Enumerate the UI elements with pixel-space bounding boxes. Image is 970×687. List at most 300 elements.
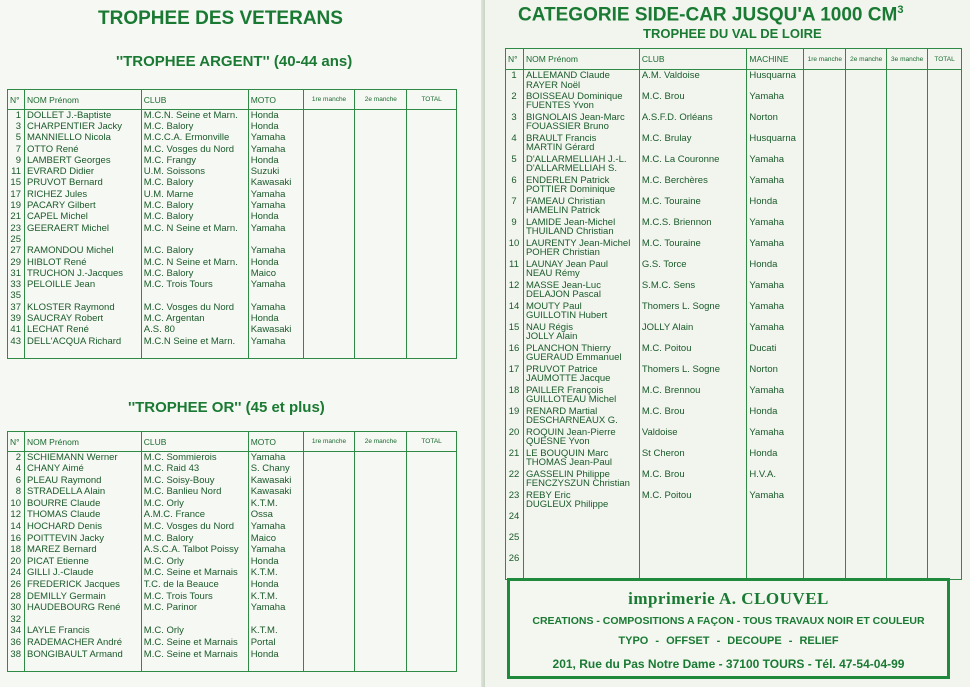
score-cell — [355, 166, 407, 177]
club-cell: M.C. Touraine — [639, 196, 747, 217]
moto-cell: Honda — [248, 579, 303, 591]
moto-cell: Yamaha — [248, 544, 303, 556]
score-cell — [303, 313, 355, 324]
passenger-name: DUGLEUX Philippe — [525, 499, 609, 510]
name-cell: KLOSTER Raymond — [24, 302, 141, 313]
score-cell — [303, 132, 355, 143]
machine-cell — [747, 511, 804, 532]
score-cell — [407, 234, 457, 245]
number-cell: 38 — [8, 649, 25, 661]
score-cell — [303, 649, 355, 661]
table-row — [8, 279, 457, 290]
table-row — [8, 567, 457, 579]
table-row — [506, 406, 962, 427]
moto-cell: Suzuki — [248, 166, 303, 177]
score-cell — [303, 486, 355, 498]
moto-cell: Yamaha — [248, 336, 303, 347]
score-cell — [846, 469, 887, 490]
club-cell: M.C.N Seine et Marn. — [141, 336, 248, 347]
driver-name: MASSE Jean-Luc — [525, 279, 601, 291]
score-cell — [804, 385, 846, 406]
crew-cell — [523, 70, 639, 91]
passenger-name: GUILLOTIN Hubert — [525, 310, 608, 321]
score-cell — [303, 602, 355, 614]
score-cell — [887, 175, 928, 196]
passenger-name: FUENTES Yvon — [525, 100, 594, 111]
table-row — [8, 486, 457, 498]
score-cell — [355, 155, 407, 166]
score-cell — [846, 343, 887, 364]
table-row — [8, 245, 457, 256]
score-cell — [303, 223, 355, 234]
score-cell — [846, 532, 887, 553]
score-cell — [303, 245, 355, 256]
score-cell — [407, 579, 457, 591]
number-cell: 30 — [8, 602, 25, 614]
club-cell: G.S. Torce — [639, 259, 747, 280]
crew-cell — [523, 154, 639, 175]
table-row — [8, 189, 457, 200]
club-cell: M.C. N Seine et Marn. — [141, 223, 248, 234]
score-cell — [928, 154, 962, 175]
score-cell — [804, 301, 846, 322]
club-cell: A.S. 80 — [141, 324, 248, 335]
club-cell: M.C. Touraine — [639, 238, 747, 259]
club-cell: M.C. Brou — [639, 469, 747, 490]
score-cell — [846, 238, 887, 259]
score-cell — [887, 217, 928, 238]
score-cell — [407, 121, 457, 132]
table-row — [506, 154, 962, 175]
driver-name: PLANCHON Thierry — [525, 342, 611, 354]
club-cell: M.C. Trois Tours — [141, 279, 248, 290]
score-cell — [887, 133, 928, 154]
moto-cell: Honda — [248, 313, 303, 324]
table-row — [8, 132, 457, 143]
driver-name: PAILLER François — [525, 384, 604, 396]
table-row — [506, 238, 962, 259]
table-row — [8, 110, 457, 122]
score-cell — [804, 490, 846, 511]
club-cell: M.C. Soisy-Bouy — [141, 475, 248, 487]
crew-cell — [523, 553, 639, 574]
score-cell — [846, 322, 887, 343]
score-cell — [407, 166, 457, 177]
name-cell: HOCHARD Denis — [24, 521, 141, 533]
score-cell — [887, 553, 928, 574]
number-cell: 18 — [506, 385, 524, 406]
score-cell — [804, 91, 846, 112]
score-cell — [407, 509, 457, 521]
name-cell: GILLI J.-Claude — [24, 567, 141, 579]
club-cell: M.C. Seine et Marnais — [141, 567, 248, 579]
table-row — [8, 452, 457, 464]
printer-advertisement — [507, 578, 950, 679]
number-cell: 12 — [8, 509, 25, 521]
passenger-name: JAUMOTTE Jacque — [525, 373, 611, 384]
score-cell — [846, 112, 887, 133]
number-cell: 17 — [8, 189, 25, 200]
column-header: 2e manche — [846, 49, 887, 70]
number-cell: 3 — [8, 121, 25, 132]
driver-name: FAMEAU Christian — [525, 195, 606, 207]
score-cell — [303, 591, 355, 603]
score-cell — [928, 406, 962, 427]
score-cell — [804, 406, 846, 427]
score-cell — [928, 133, 962, 154]
score-cell — [407, 556, 457, 568]
empty-row — [8, 347, 457, 358]
club-cell: M.C. Seine et Marnais — [141, 637, 248, 649]
club-cell: M.C. Balory — [141, 245, 248, 256]
moto-cell: Yamaha — [248, 521, 303, 533]
score-cell — [804, 238, 846, 259]
passenger-name: THOMAS Jean-Paul — [525, 457, 613, 468]
crew-cell — [523, 196, 639, 217]
number-cell: 28 — [8, 591, 25, 603]
moto-cell: K.T.M. — [248, 498, 303, 510]
score-cell — [303, 544, 355, 556]
table-row — [506, 259, 962, 280]
club-cell: S.M.C. Sens — [639, 280, 747, 301]
number-cell: 34 — [8, 625, 25, 637]
empty-cell — [8, 660, 25, 672]
crew-cell — [523, 406, 639, 427]
club-cell: M.C. Balory — [141, 200, 248, 211]
number-cell: 41 — [8, 324, 25, 335]
number-cell: 6 — [506, 175, 524, 196]
moto-cell: Portal — [248, 637, 303, 649]
name-cell: DELL'ACQUA Richard — [24, 336, 141, 347]
score-cell — [355, 336, 407, 347]
number-cell: 23 — [8, 223, 25, 234]
crew-cell — [523, 133, 639, 154]
table-row — [8, 649, 457, 661]
number-cell: 8 — [8, 486, 25, 498]
score-cell — [303, 189, 355, 200]
score-cell — [887, 343, 928, 364]
passenger-name: JOLLY Alain — [525, 331, 578, 342]
score-cell — [846, 490, 887, 511]
number-cell: 32 — [8, 614, 25, 626]
score-cell — [407, 302, 457, 313]
table-row — [506, 469, 962, 490]
score-cell — [355, 637, 407, 649]
moto-cell: Honda — [248, 649, 303, 661]
club-cell: M.C. Trois Tours — [141, 591, 248, 603]
table-row — [8, 177, 457, 188]
score-cell — [887, 427, 928, 448]
score-cell — [887, 238, 928, 259]
name-cell: RICHEZ Jules — [24, 189, 141, 200]
table-row — [8, 336, 457, 347]
column-header: CLUB — [639, 49, 747, 70]
club-cell: M.C. Vosges du Nord — [141, 302, 248, 313]
name-cell — [24, 234, 141, 245]
moto-cell: Kawasaki — [248, 475, 303, 487]
crew-cell — [523, 364, 639, 385]
score-cell — [303, 475, 355, 487]
club-cell: M.C. Brennou — [639, 385, 747, 406]
crew-cell — [523, 175, 639, 196]
number-cell: 20 — [506, 427, 524, 448]
score-cell — [928, 343, 962, 364]
table-row — [506, 448, 962, 469]
table-row — [506, 364, 962, 385]
score-cell — [887, 112, 928, 133]
score-cell — [303, 257, 355, 268]
club-cell: M.C. Balory — [141, 177, 248, 188]
table-row — [506, 280, 962, 301]
score-cell — [303, 166, 355, 177]
crew-cell — [523, 343, 639, 364]
crew-cell — [523, 490, 639, 511]
score-cell — [407, 521, 457, 533]
club-cell — [141, 234, 248, 245]
table-row — [8, 324, 457, 335]
number-cell: 2 — [506, 91, 524, 112]
name-cell: POITTEVIN Jacky — [24, 533, 141, 545]
driver-name: BOISSEAU Dominique — [525, 90, 623, 102]
score-cell — [887, 196, 928, 217]
column-header: NOM Prénom — [24, 432, 141, 452]
score-cell — [846, 448, 887, 469]
sidecar-table — [505, 48, 962, 580]
club-cell: St Cheron — [639, 448, 747, 469]
score-cell — [804, 175, 846, 196]
number-cell: 19 — [8, 200, 25, 211]
score-cell — [355, 556, 407, 568]
score-cell — [846, 511, 887, 532]
name-cell: CHARPENTIER Jacky — [24, 121, 141, 132]
machine-cell: Norton — [747, 364, 804, 385]
score-cell — [804, 448, 846, 469]
table-row — [8, 498, 457, 510]
club-cell: M.C. Brou — [639, 91, 747, 112]
machine-cell: Husquarna — [747, 133, 804, 154]
moto-cell: Honda — [248, 211, 303, 222]
score-cell — [804, 322, 846, 343]
machine-cell: Yamaha — [747, 385, 804, 406]
number-cell: 4 — [8, 463, 25, 475]
empty-cell — [303, 347, 355, 358]
or-table — [7, 431, 457, 672]
club-cell: A.M. Valdoise — [639, 70, 747, 91]
score-cell — [355, 475, 407, 487]
name-cell: EVRARD Didier — [24, 166, 141, 177]
sidecar-title: CATEGORIE SIDE-CAR JUSQU'A 1000 $CM^3$ — [518, 4, 904, 26]
number-cell: 39 — [8, 313, 25, 324]
machine-cell: Yamaha — [747, 175, 804, 196]
score-cell — [355, 279, 407, 290]
number-cell: 29 — [8, 257, 25, 268]
club-cell: T.C. de la Beauce — [141, 579, 248, 591]
moto-cell: Ossa — [248, 509, 303, 521]
name-cell: HIBLOT René — [24, 257, 141, 268]
score-cell — [407, 279, 457, 290]
club-cell: JOLLY Alain — [639, 322, 747, 343]
driver-name: D'ALLARMELLIAH J.-L. — [525, 153, 627, 165]
score-cell — [355, 602, 407, 614]
moto-cell: Yamaha — [248, 602, 303, 614]
table-row — [8, 544, 457, 556]
score-cell — [407, 290, 457, 301]
passenger-name: MARTIN Gérard — [525, 142, 595, 153]
score-cell — [407, 144, 457, 155]
score-cell — [303, 625, 355, 637]
score-cell — [846, 217, 887, 238]
crew-cell — [523, 112, 639, 133]
score-cell — [355, 614, 407, 626]
column-header: 1re manche — [303, 90, 355, 110]
club-cell: M.C. Brou — [639, 406, 747, 427]
club-cell: U.M. Marne — [141, 189, 248, 200]
table-row — [8, 521, 457, 533]
score-cell — [928, 448, 962, 469]
score-cell — [355, 302, 407, 313]
score-cell — [804, 343, 846, 364]
club-cell: M.C. Banlieu Nord — [141, 486, 248, 498]
empty-cell — [407, 660, 457, 672]
club-cell: M.C.N. Seine et Marn. — [141, 110, 248, 122]
score-cell — [303, 463, 355, 475]
name-cell: PICAT Etienne — [24, 556, 141, 568]
score-cell — [846, 175, 887, 196]
score-cell — [355, 223, 407, 234]
crew-cell — [523, 217, 639, 238]
score-cell — [355, 521, 407, 533]
score-cell — [355, 579, 407, 591]
club-cell: M.C. Balory — [141, 211, 248, 222]
number-cell: 26 — [506, 553, 524, 574]
number-cell: 14 — [8, 521, 25, 533]
score-cell — [407, 544, 457, 556]
crew-cell — [523, 91, 639, 112]
table-row — [506, 217, 962, 238]
score-cell — [407, 533, 457, 545]
moto-cell: K.T.M. — [248, 591, 303, 603]
name-cell: RADEMACHER André — [24, 637, 141, 649]
number-cell: 24 — [8, 567, 25, 579]
club-cell: U.M. Soissons — [141, 166, 248, 177]
score-cell — [355, 110, 407, 122]
column-header: TOTAL — [407, 90, 457, 110]
name-cell — [24, 614, 141, 626]
score-cell — [303, 177, 355, 188]
table-row — [8, 155, 457, 166]
argent-table — [7, 89, 457, 359]
moto-cell: Honda — [248, 556, 303, 568]
score-cell — [887, 322, 928, 343]
score-cell — [846, 385, 887, 406]
score-cell — [804, 427, 846, 448]
score-cell — [846, 70, 887, 91]
moto-cell: Yamaha — [248, 223, 303, 234]
moto-cell — [248, 234, 303, 245]
table-row — [8, 463, 457, 475]
score-cell — [804, 280, 846, 301]
score-cell — [407, 567, 457, 579]
table-row — [8, 591, 457, 603]
table-row — [8, 223, 457, 234]
machine-cell: H.V.A. — [747, 469, 804, 490]
table-row — [506, 385, 962, 406]
number-cell: 6 — [8, 475, 25, 487]
score-cell — [407, 452, 457, 464]
name-cell: LAMBERT Georges — [24, 155, 141, 166]
number-cell: 24 — [506, 511, 524, 532]
score-cell — [355, 234, 407, 245]
driver-name: LAURENTY Jean-Michel — [525, 237, 631, 249]
table-row — [8, 533, 457, 545]
score-cell — [355, 200, 407, 211]
score-cell — [303, 567, 355, 579]
name-cell: DOLLET J.-Baptiste — [24, 110, 141, 122]
column-header: MACHINE — [747, 49, 804, 70]
score-cell — [303, 200, 355, 211]
table-row — [8, 556, 457, 568]
name-cell: CAPEL Michel — [24, 211, 141, 222]
score-cell — [407, 463, 457, 475]
score-cell — [303, 155, 355, 166]
score-cell — [846, 406, 887, 427]
score-cell — [303, 324, 355, 335]
number-cell: 17 — [506, 364, 524, 385]
number-cell: 20 — [8, 556, 25, 568]
score-cell — [887, 259, 928, 280]
machine-cell: Ducati — [747, 343, 804, 364]
name-cell: MANNIELLO Nicola — [24, 132, 141, 143]
table-row — [8, 166, 457, 177]
column-header: TOTAL — [407, 432, 457, 452]
name-cell: PELOILLE Jean — [24, 279, 141, 290]
table-row — [506, 553, 962, 574]
score-cell — [887, 280, 928, 301]
moto-cell: K.T.M. — [248, 625, 303, 637]
driver-name: LAUNAY Jean Paul — [525, 258, 608, 270]
crew-cell — [523, 511, 639, 532]
score-cell — [355, 625, 407, 637]
number-cell: 23 — [506, 490, 524, 511]
passenger-name: QUESNE Yvon — [525, 436, 590, 447]
score-cell — [355, 452, 407, 464]
score-cell — [303, 614, 355, 626]
passenger-name: NEAU Rémy — [525, 268, 580, 279]
score-cell — [355, 649, 407, 661]
argent-title: ''TROPHEE ARGENT'' (40-44 ans) — [116, 53, 353, 70]
number-cell: 3 — [506, 112, 524, 133]
table-row — [8, 290, 457, 301]
club-cell: M.C. Poitou — [639, 490, 747, 511]
club-cell: M.C. Argentan — [141, 313, 248, 324]
score-cell — [887, 511, 928, 532]
printer-techniques: TYPO - OFFSET - DECOUPE - RELIEF — [618, 635, 839, 647]
number-cell: 19 — [506, 406, 524, 427]
machine-cell: Yamaha — [747, 427, 804, 448]
score-cell — [887, 364, 928, 385]
score-cell — [303, 509, 355, 521]
number-cell: 1 — [506, 70, 524, 91]
empty-cell — [355, 347, 407, 358]
name-cell: GEERAERT Michel — [24, 223, 141, 234]
number-cell: 11 — [506, 259, 524, 280]
name-cell: BONGIBAULT Armand — [24, 649, 141, 661]
table-row — [8, 211, 457, 222]
club-cell: M.C. Vosges du Nord — [141, 144, 248, 155]
club-cell — [639, 511, 747, 532]
number-cell: 10 — [8, 498, 25, 510]
number-cell: 16 — [8, 533, 25, 545]
